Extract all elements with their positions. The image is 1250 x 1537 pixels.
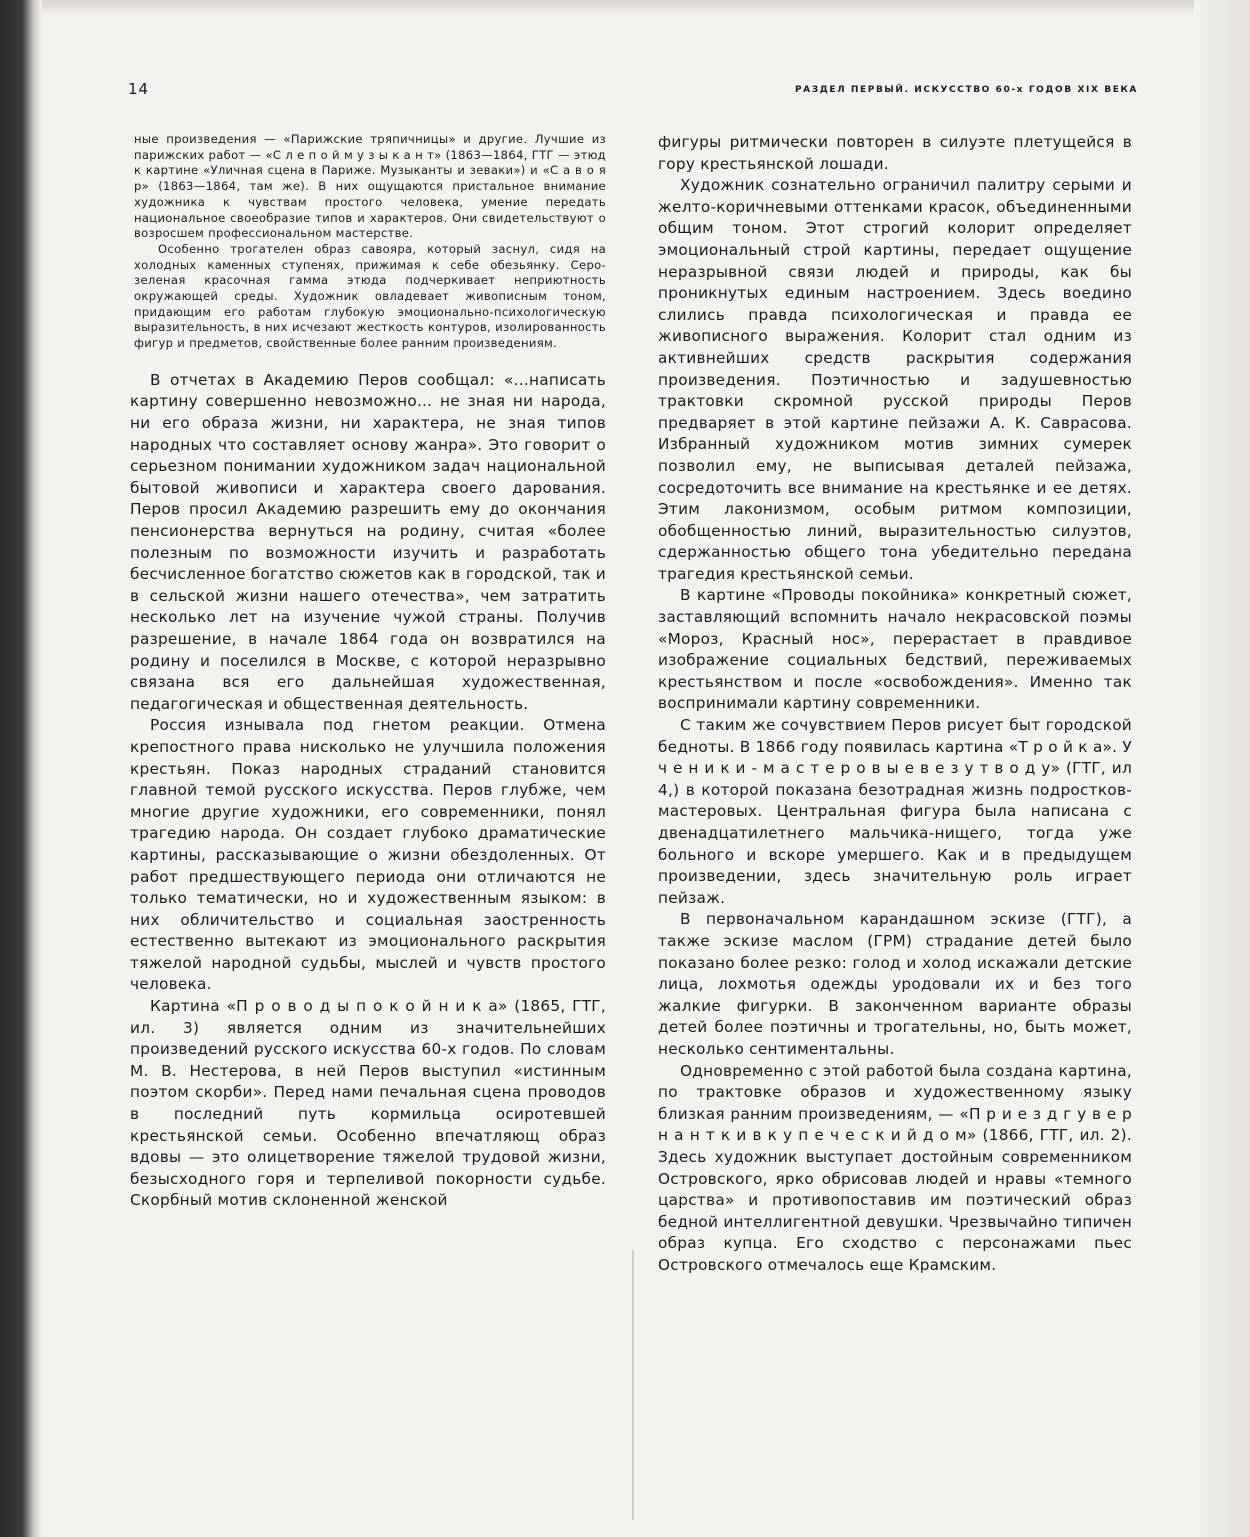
right-paragraph-6: Одновременно с этой работой была создана картина, по трактовке образов и художественному языку близкая ранним произведениям, — «П р и е з д г у в е р н а н т к и в к у п е ч е с к и й д о м» (1866, ГТГ, ил. 2). Здесь художник выступает достойным современником Островского, ярко обрисовав людей и нравы «темного царства» и противопоставив им поэтический образ бедной интеллигентной девушки. Чрезвычайно типичен образ купца. Его сходство с персонажами пьес Островского отмечалось еще Крамским. <box>658 1061 1132 1274</box>
scan-binding-shadow <box>0 0 42 1537</box>
right-paragraph-1: фигуры ритмически повторен в силуэте плетущейся в гору крестьянской лошади. <box>658 133 1132 173</box>
running-head: РАЗДЕЛ ПЕРВЫЙ. ИСКУССТВО 60-х ГОДОВ XIX ВЕКА <box>794 85 1138 95</box>
scan-top-edge <box>42 0 1250 16</box>
page-number: 14 <box>128 80 150 98</box>
intro-paragraph-1: ные произведения — «Парижские тряпичницы» и другие. Лучшие из парижских работ — «С л е п о й м у з ы к а н т» (1863—1864, ГТГ — этюд к картине «Уличная сцена в Париже. Музыканты и зеваки») и «С а в о я р» (1863—1864, там же). В них ощущаются пристальное внимание художника к чувствам простого человека, умение передать национальное своеобразие типов и характеров. Они свидетельствуют о возросшем профессиональном мастерстве. <box>134 132 606 241</box>
right-column <box>658 132 1132 1276</box>
left-paragraph-2: Россия изнывала под гнетом реакции. Отмена крепостного права нисколько не улучшила положения крестьян. Показ народных страданий становится главной темой русского искусства. Перов глубже, чем многие другие художники, его современники, понял трагедию народа. Он создает глубоко драматические картины, рассказывающие о жизни обездоленных. От работ предшествующего периода они отличаются не только тематически, но и художественным языком: в них обличительство и социальная заостренность естественно вытекают из эмоционального раскрытия тяжелой народной судьбы, мыслей и чувств простого человека. <box>130 716 606 994</box>
page-header <box>128 78 1138 104</box>
left-paragraph-1: В отчетах в Академию Перов сообщал: «...написать картину совершенно невозможно... не зная ни народа, ни его образа жизни, ни характера, не зная типов народных что составляет основу жанра». Это говорит о серьезном понимании художником задач национальной бытовой живописи и характера своего дарования. Перов просил Академию разрешить ему до окончания пенсионерства вернуться на родину, считая «более полезным по возможности изучить и разработать бесчисленное богатство сюжетов как в городской, так и в сельской жизни нашего отечества», чем затратить несколько лет на изучение чужой страны. Получив разрешение, в начале 1864 года он возвратился на родину и поселился в Москве, с которой неразрывно связана вся его дальнейшая художественная, педагогическая и общественная деятельность. <box>130 370 606 713</box>
right-paragraph-4: С таким же сочувствием Перов рисует быт городской бедноты. В 1866 году появилась картина «Т р о й к а». У ч е н и к и - м а с т е р о в ы е в е з у т в о д у» (ГТГ, ил 4,) в которой показана безотрадная жизнь подростков-мастеровых. Центральная фигура была написана с двенадцатилетнего мальчика-нищего, тогда уже больного и вскоре умершего. Как и в предыдущем произведении, здесь значительную роль играет пейзаж. <box>658 716 1132 907</box>
scan-right-edge <box>1194 0 1250 1537</box>
left-column <box>130 132 606 1212</box>
intro-paragraph-2: Особенно трогателен образ савояра, который заснул, сидя на холодных каменных ступенях, прижимая к себе обезьянку. Серо-зеленая красочная гамма этюда подчеркивает неприютность окружающей среды. Художник овладевает живописным тоном, придающим его работам глубокую эмоционально-психологическую выразительность, в них исчезают жесткость контуров, изолированность фигур и предметов, свойственные более ранним произведениям. <box>134 241 606 351</box>
right-paragraph-3: В картине «Проводы покойника» конкретный сюжет, заставляющий вспомнить начало некрасовской поэмы «Мороз, Красный нос», перерастает в правдивое изображение социальных бедствий, переживаемых крестьянством и после «освобождения». Именно так воспринимали картину современники. <box>658 586 1132 713</box>
right-paragraph-5: В первоначальном карандашном эскизе (ГТГ), а также эскизе маслом (ГРМ) страдание детей было показано более резко: голод и холод искажали детские лица, лохмотья одежды уродовали их и без того жалкие фигурки. В законченном варианте образы детей более поэтичны и трогательны, но, быть может, несколько сентиментальны. <box>658 910 1132 1058</box>
left-paragraph-3: Картина «П р о в о д ы п о к о й н и к а» (1865, ГТГ, ил. 3) является одним из значительнейших произведений русского искусства 60-х годов. По словам М. В. Нестерова, в ней Перов выступил «истинным поэтом скорби». Перед нами печальная сцена проводов в последний путь кормильца осиротевшей крестьянской семьи. Особенно впечатляющ образ вдовы — это олицетворение тяжелой трудовой жизни, безысходного горя и терпеливой покорности судьбе. Скорбный мотив склоненной женской <box>130 997 606 1210</box>
book-page <box>128 74 1138 1514</box>
right-paragraph-2: Художник сознательно ограничил палитру серыми и желто-коричневыми оттенками красок, объединенными общим тоном. Этот строгий колорит определяет эмоциональный строй картины, передает ощущение неразрывной связи людей и природы, как бы проникнутых единым настроением. Здесь воедино слились правда психологическая и правда ее живописного выражения. Колорит стал одним из активнейших средств раскрытия содержания произведения. Поэтичностью и задушевностью трактовки скромной русской природы Перов предваряет в этой картине пейзажи А. К. Саврасова. Избранный художником мотив зимних сумерек позволил ему, не выписывая деталей пейзажа, сосредоточить все внимание на крестьянке и ее детях. Этим лаконизмом, особым ритмом композиции, обобщенностью линий, выразительностью силуэтов, сдержанностью общего тона убедительно передана трагедия крестьянской семьи. <box>658 176 1132 583</box>
